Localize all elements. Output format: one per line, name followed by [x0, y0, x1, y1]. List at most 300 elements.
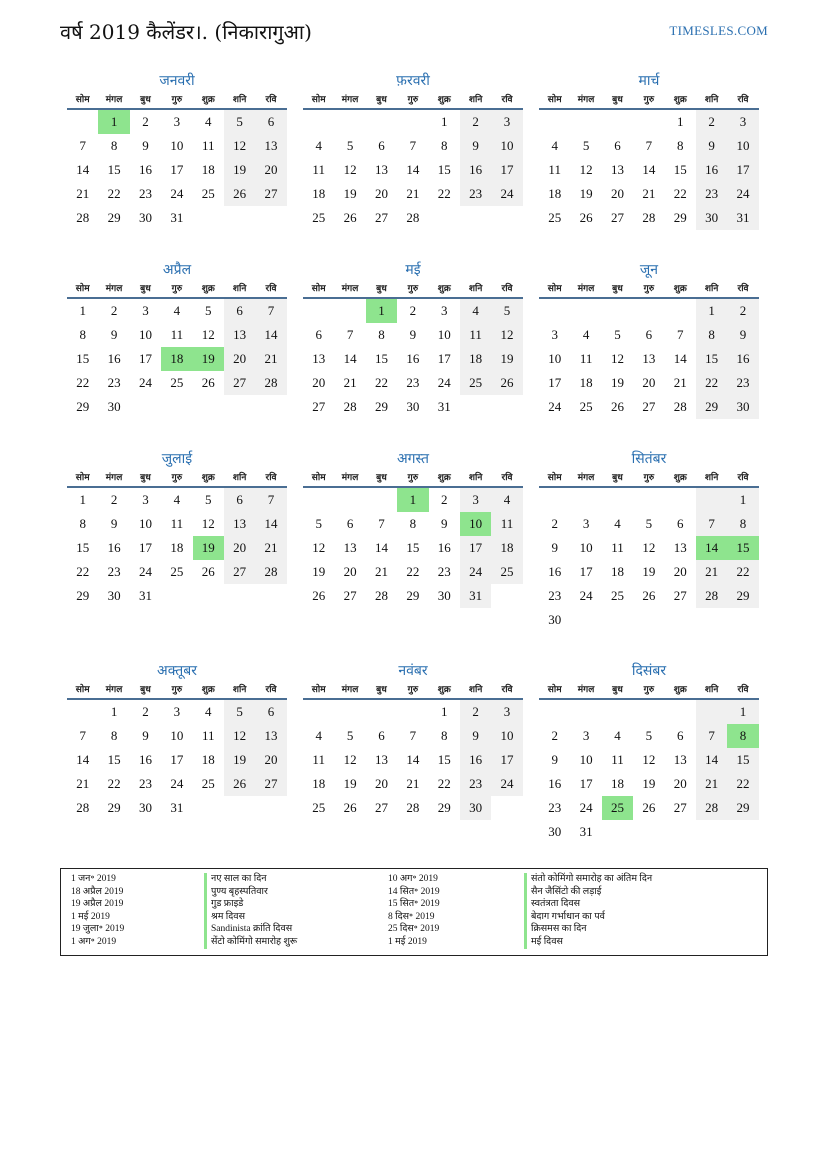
day-cell: 24	[138, 375, 152, 390]
empty-day-cell	[665, 299, 696, 323]
month-name: सितंबर	[631, 451, 667, 467]
weekday-header	[539, 470, 759, 488]
legend-holiday-name: स्वतंत्रता दिवस	[524, 898, 652, 911]
weekday-label: शुक्र	[437, 95, 451, 105]
day-cell: 14	[374, 540, 388, 555]
day-cell: 29	[374, 399, 388, 414]
day-cell: 5	[614, 327, 621, 342]
week-row	[303, 536, 523, 560]
day-cell: 6	[378, 728, 385, 743]
day-cell: 17	[170, 162, 184, 177]
month-block	[303, 70, 523, 230]
weekday-label: शुक्र	[673, 685, 687, 695]
day-cell: 8	[677, 138, 684, 153]
day-cell: 8	[727, 724, 758, 748]
month-name: फ़रवरी	[396, 73, 430, 89]
weekday-label: शुक्र	[437, 685, 451, 695]
day-cell: 3	[441, 303, 448, 318]
day-cell: 30	[696, 206, 727, 230]
day-cell: 13	[374, 752, 388, 767]
empty-day-cell	[491, 206, 522, 230]
day-cell: 25	[460, 371, 491, 395]
empty-day-cell	[570, 299, 601, 323]
day-cell: 22	[76, 375, 90, 390]
day-cell: 20	[224, 536, 255, 560]
weekday-label: मंगल	[577, 95, 595, 105]
week-row	[539, 584, 759, 608]
site-link[interactable]: TIMESLES.COM	[669, 23, 768, 38]
day-cell: 30	[727, 395, 758, 419]
week-row	[303, 512, 523, 536]
empty-day-cell	[366, 110, 397, 134]
day-cell: 30	[138, 800, 152, 815]
legend-date: 19 अप्रैल 2019	[71, 899, 124, 910]
day-cell: 2	[110, 303, 118, 318]
empty-day-cell	[696, 820, 727, 844]
week-row	[539, 748, 759, 772]
day-cell: 3	[727, 110, 758, 134]
day-cell: 24	[170, 186, 184, 201]
day-cell: 13	[374, 162, 388, 177]
day-cell: 11	[170, 327, 184, 342]
day-cell: 12	[579, 162, 593, 177]
day-cell: 13	[642, 351, 656, 366]
legend-date: 1 मई 2019	[71, 911, 110, 922]
day-cell: 17	[491, 158, 522, 182]
day-cell: 16	[727, 347, 758, 371]
week-row	[67, 536, 287, 560]
empty-day-cell	[193, 796, 224, 820]
day-cell: 4	[205, 704, 212, 719]
day-cell: 8	[378, 327, 385, 342]
day-cell: 19	[579, 186, 593, 201]
day-cell: 19	[224, 158, 255, 182]
day-cell: 21	[343, 375, 357, 390]
empty-day-cell	[255, 796, 286, 820]
week-row	[303, 748, 523, 772]
legend-names-1	[204, 873, 297, 949]
day-cell: 4	[315, 728, 322, 743]
day-cell: 13	[673, 540, 687, 555]
day-cell: 30	[406, 399, 420, 414]
day-cell: 13	[312, 351, 326, 366]
day-cell: 21	[406, 776, 420, 791]
empty-day-cell	[491, 395, 522, 419]
day-cell: 25	[579, 399, 593, 414]
day-cell: 30	[107, 399, 121, 414]
day-cell: 8	[79, 516, 86, 531]
day-cell: 19	[343, 186, 357, 201]
weekday-label: शनि	[232, 685, 247, 695]
weekday-label: मंगल	[105, 685, 123, 695]
empty-day-cell	[224, 206, 255, 230]
week-row	[67, 584, 287, 608]
week-row	[67, 371, 287, 395]
day-cell: 6	[224, 299, 255, 323]
weekday-header	[67, 682, 287, 700]
day-cell: 25	[312, 800, 326, 815]
month-name: मई	[405, 262, 421, 278]
weekday-label: रवि	[265, 95, 277, 105]
day-cell: 4	[551, 138, 558, 153]
day-cell: 10	[170, 138, 184, 153]
month-block	[303, 660, 523, 820]
empty-day-cell	[303, 110, 334, 134]
day-cell: 24	[170, 776, 184, 791]
day-cell: 6	[255, 700, 286, 724]
weekday-label: मंगल	[105, 473, 123, 483]
day-cell: 9	[142, 138, 149, 153]
day-cell: 30	[437, 588, 451, 603]
day-cell: 14	[406, 162, 420, 177]
day-cell: 29	[437, 800, 451, 815]
weekday-header	[303, 682, 523, 700]
empty-day-cell	[696, 700, 727, 724]
month-block	[539, 660, 759, 844]
day-cell: 15	[76, 540, 90, 555]
month-block	[67, 660, 287, 820]
legend-holiday-name: सैन जैसिंटो की लड़ाई	[524, 886, 652, 899]
week-row	[539, 608, 759, 632]
day-cell: 31	[170, 210, 184, 225]
weekday-label: गुरु	[407, 284, 419, 294]
page-title: वर्ष 2019 कैलेंडर।. (निकारागुआ)	[60, 20, 312, 44]
day-cell: 20	[255, 748, 286, 772]
day-cell: 11	[201, 138, 215, 153]
day-cell: 11	[312, 162, 325, 177]
day-cell: 28	[406, 210, 420, 225]
day-cell: 19	[312, 564, 326, 579]
day-cell: 1	[397, 488, 428, 512]
day-cell: 2	[696, 110, 727, 134]
day-cell: 21	[76, 186, 90, 201]
day-cell: 17	[491, 748, 522, 772]
day-cell: 5	[224, 110, 255, 134]
day-cell: 19	[642, 564, 656, 579]
legend-holiday-name: सेंटो कोमिंगो समारोह शुरू	[204, 936, 297, 949]
day-cell: 2	[460, 700, 491, 724]
weekday-label: बुध	[612, 95, 623, 105]
week-row	[303, 299, 523, 323]
day-cell: 16	[460, 748, 491, 772]
month-name: अगस्त	[396, 451, 429, 467]
day-cell: 7	[79, 138, 86, 153]
week-row	[539, 158, 759, 182]
weekday-label: रवि	[501, 473, 513, 483]
empty-day-cell	[334, 700, 365, 724]
day-cell: 21	[255, 536, 286, 560]
day-cell: 7	[696, 724, 727, 748]
week-row	[67, 796, 287, 820]
day-cell: 25	[602, 796, 633, 820]
day-cell: 27	[224, 371, 255, 395]
day-cell: 24	[437, 375, 451, 390]
day-cell: 27	[673, 800, 687, 815]
day-cell: 19	[193, 347, 224, 371]
week-row	[539, 820, 759, 844]
weekday-label: रवि	[737, 95, 749, 105]
week-row	[67, 724, 287, 748]
day-cell: 14	[343, 351, 357, 366]
week-row	[303, 724, 523, 748]
day-cell: 26	[224, 182, 255, 206]
weekday-label: शुक्र	[437, 284, 451, 294]
day-cell: 16	[406, 351, 420, 366]
empty-day-cell	[366, 488, 397, 512]
weekday-label: रवि	[265, 284, 277, 294]
week-row	[67, 748, 287, 772]
day-cell: 5	[645, 728, 653, 743]
weekday-label: रवि	[265, 473, 277, 483]
legend-holiday-name: नए साल का दिन	[204, 873, 297, 886]
day-cell: 4	[205, 114, 212, 129]
day-cell: 15	[107, 752, 121, 767]
day-cell: 14	[255, 323, 286, 347]
legend-date: 14 सित॰ 2019	[388, 886, 440, 897]
day-cell: 7	[79, 728, 86, 743]
week-row	[539, 182, 759, 206]
empty-day-cell	[665, 488, 696, 512]
day-cell: 4	[460, 299, 491, 323]
empty-day-cell	[67, 700, 98, 724]
day-cell: 6	[614, 138, 621, 153]
week-row	[303, 796, 523, 820]
day-cell: 26	[312, 588, 326, 603]
empty-day-cell	[602, 700, 633, 724]
legend-holiday-name: श्रम दिवस	[204, 911, 297, 924]
day-cell: 31	[170, 800, 184, 815]
day-cell: 3	[491, 110, 522, 134]
empty-day-cell	[224, 395, 255, 419]
day-cell: 21	[76, 776, 90, 791]
day-cell: 11	[201, 728, 215, 743]
day-cell: 4	[614, 516, 621, 531]
day-cell: 30	[548, 612, 562, 627]
weekday-label: गुरु	[407, 473, 419, 483]
legend-holiday-name: बेदाग गर्भाधान का पर्व	[524, 911, 652, 924]
weekday-label: बुध	[140, 473, 151, 483]
day-cell: 4	[614, 728, 621, 743]
day-cell: 19	[343, 776, 357, 791]
day-cell: 27	[343, 588, 357, 603]
day-cell: 2	[460, 110, 491, 134]
weekday-label: गुरु	[643, 95, 655, 105]
day-cell: 6	[346, 516, 354, 531]
day-cell: 9	[110, 516, 118, 531]
weekday-label: शनि	[468, 685, 483, 695]
day-cell: 18	[170, 540, 184, 555]
weekday-header	[539, 682, 759, 700]
day-cell: 1	[727, 488, 758, 512]
day-cell: 5	[645, 516, 653, 531]
weekday-label: गुरु	[407, 685, 419, 695]
day-cell: 24	[460, 560, 491, 584]
day-cell: 21	[673, 375, 687, 390]
weekday-label: रवि	[501, 685, 513, 695]
day-cell: 19	[642, 776, 656, 791]
weekday-label: शनि	[232, 284, 247, 294]
week-row	[303, 700, 523, 724]
day-cell: 15	[107, 162, 121, 177]
day-cell: 1	[110, 704, 118, 719]
day-cell: 9	[441, 516, 448, 531]
day-cell: 3	[173, 704, 181, 719]
day-cell: 16	[437, 540, 451, 555]
weekday-label: रवि	[501, 95, 513, 105]
week-row	[67, 772, 287, 796]
day-cell: 24	[579, 800, 593, 815]
month-block	[67, 448, 287, 608]
day-cell: 27	[642, 399, 656, 414]
week-row	[539, 796, 759, 820]
legend-date: 15 सित॰ 2019	[388, 899, 440, 910]
day-cell: 11	[611, 540, 624, 555]
day-cell: 7	[645, 138, 653, 153]
day-cell: 14	[673, 351, 687, 366]
week-row	[67, 560, 287, 584]
week-row	[67, 323, 287, 347]
weekday-label: गुरु	[171, 685, 183, 695]
day-cell: 17	[727, 158, 758, 182]
day-cell: 4	[173, 492, 181, 507]
day-cell: 12	[610, 351, 624, 366]
legend-date: 1 अग॰ 2019	[71, 936, 117, 947]
day-cell: 25	[312, 210, 326, 225]
empty-day-cell	[633, 488, 664, 512]
day-cell: 18	[201, 752, 215, 767]
week-row	[303, 110, 523, 134]
day-cell: 11	[611, 752, 624, 767]
weekday-label: मंगल	[341, 95, 359, 105]
day-cell: 10	[727, 134, 758, 158]
day-cell: 13	[224, 512, 255, 536]
day-cell: 18	[201, 162, 215, 177]
day-cell: 10	[460, 512, 491, 536]
day-cell: 20	[374, 776, 388, 791]
weekday-label: रवि	[737, 284, 749, 294]
weekday-label: मंगल	[577, 473, 595, 483]
page-header	[60, 18, 768, 48]
empty-day-cell	[491, 796, 522, 820]
day-cell: 21	[696, 772, 727, 796]
day-cell: 25	[170, 564, 184, 579]
day-cell: 11	[579, 351, 593, 366]
day-cell: 28	[696, 796, 727, 820]
empty-day-cell	[303, 488, 334, 512]
day-cell: 1	[696, 299, 727, 323]
day-cell: 11	[548, 162, 561, 177]
weekday-label: मंगल	[341, 685, 359, 695]
day-cell: 28	[76, 210, 90, 225]
empty-day-cell	[602, 488, 633, 512]
day-cell: 23	[696, 182, 727, 206]
weekday-label: मंगल	[105, 284, 123, 294]
empty-day-cell	[491, 584, 522, 608]
day-cell: 23	[437, 564, 451, 579]
empty-day-cell	[224, 796, 255, 820]
day-cell: 21	[406, 186, 420, 201]
day-cell: 6	[645, 327, 653, 342]
week-row	[539, 299, 759, 323]
day-cell: 5	[224, 700, 255, 724]
week-row	[303, 347, 523, 371]
day-cell: 2	[409, 303, 417, 318]
day-cell: 17	[170, 752, 184, 767]
day-cell: 23	[460, 182, 491, 206]
week-row	[539, 347, 759, 371]
empty-day-cell	[303, 299, 334, 323]
day-cell: 20	[255, 158, 286, 182]
empty-day-cell	[633, 700, 664, 724]
weekday-label: शनि	[704, 473, 719, 483]
day-cell: 7	[255, 488, 286, 512]
weekday-label: शनि	[232, 95, 247, 105]
month-block	[67, 70, 287, 230]
day-cell: 26	[201, 564, 215, 579]
legend-date: 25 दिस॰ 2019	[388, 924, 440, 935]
week-row	[539, 323, 759, 347]
day-cell: 20	[642, 375, 656, 390]
day-cell: 16	[107, 540, 121, 555]
weekday-label: रवि	[737, 473, 749, 483]
legend-holiday-name: क्रिसमस का दिन	[524, 923, 652, 936]
legend-date: 18 अप्रैल 2019	[71, 886, 124, 897]
empty-day-cell	[460, 395, 491, 419]
weekday-label: बुध	[140, 685, 151, 695]
day-cell: 29	[727, 796, 758, 820]
weekday-label: गुरु	[643, 284, 655, 294]
empty-day-cell	[161, 584, 192, 608]
weekday-label: सोम	[75, 284, 90, 294]
empty-day-cell	[224, 584, 255, 608]
day-cell: 31	[138, 588, 152, 603]
day-cell: 29	[107, 210, 121, 225]
week-row	[67, 182, 287, 206]
week-row	[303, 158, 523, 182]
day-cell: 20	[673, 776, 687, 791]
day-cell: 4	[582, 327, 590, 342]
day-cell: 4	[491, 488, 522, 512]
day-cell: 9	[142, 728, 149, 743]
day-cell: 6	[255, 110, 286, 134]
empty-day-cell	[602, 110, 633, 134]
week-row	[67, 206, 287, 230]
day-cell: 3	[551, 327, 558, 342]
weekday-header	[303, 470, 523, 488]
weekday-label: बुध	[140, 95, 151, 105]
day-cell: 25	[170, 375, 184, 390]
day-cell: 18	[610, 564, 624, 579]
day-cell: 15	[727, 748, 758, 772]
day-cell: 12	[201, 327, 215, 342]
weekday-label: मंगल	[105, 95, 123, 105]
empty-day-cell	[539, 488, 570, 512]
weekday-label: रवि	[501, 284, 513, 294]
day-cell: 11	[170, 516, 184, 531]
day-cell: 10	[138, 516, 152, 531]
day-cell: 3	[142, 303, 149, 318]
day-cell: 20	[312, 375, 326, 390]
day-cell: 22	[107, 186, 121, 201]
empty-day-cell	[633, 299, 664, 323]
weekday-label: मंगल	[341, 473, 359, 483]
day-cell: 8	[696, 323, 727, 347]
empty-day-cell	[161, 395, 192, 419]
day-cell: 29	[727, 584, 758, 608]
day-cell: 9	[551, 540, 558, 555]
day-cell: 10	[437, 327, 451, 342]
week-row	[303, 323, 523, 347]
